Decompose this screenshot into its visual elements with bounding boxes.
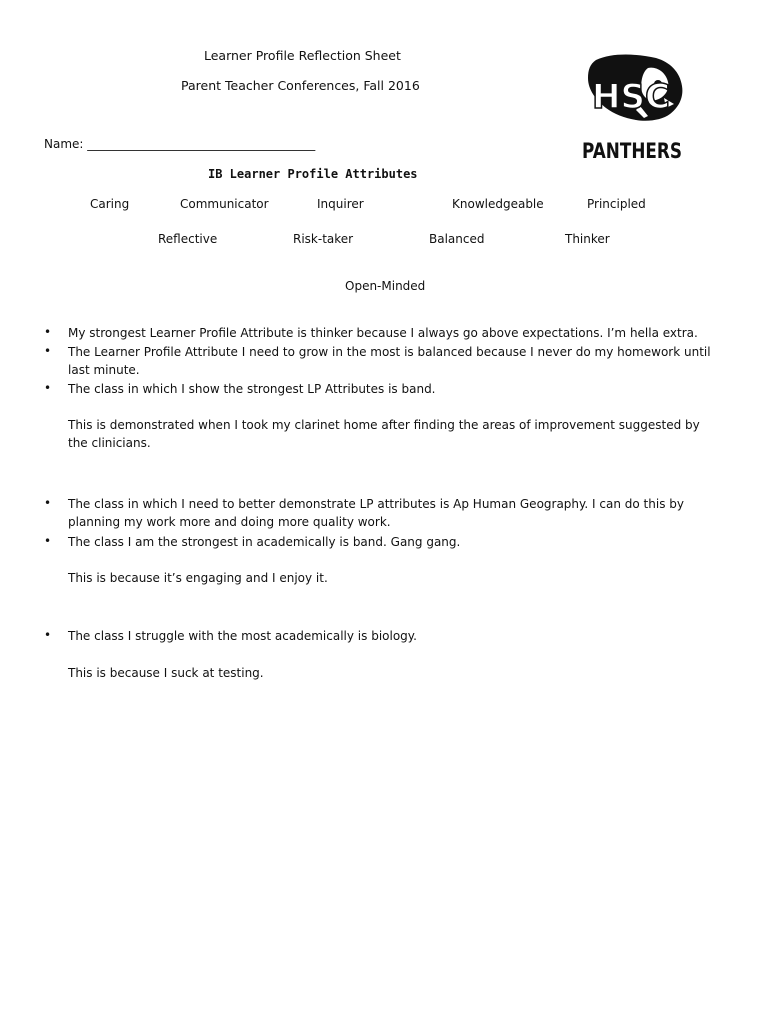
list-item: The Learner Profile Attribute I need to grow in the most is balanced because I never do my homework until last minute. bbox=[68, 345, 711, 377]
note-paragraph: This is demonstrated when I took my clarinet home after finding the areas of improvement suggested by the clinicians. bbox=[68, 418, 700, 450]
note-paragraph: This is because it’s engaging and I enjoy it. bbox=[68, 571, 328, 585]
attribute-knowledgeable: Knowledgeable bbox=[452, 197, 544, 211]
bullet-symbol: • bbox=[44, 628, 52, 642]
list-item: The class I struggle with the most academically is biology. bbox=[68, 629, 417, 643]
attribute-balanced: Balanced bbox=[429, 232, 485, 246]
document-subtitle: Parent Teacher Conferences, Fall 2016 bbox=[181, 78, 420, 93]
list-item: The class I am the strongest in academically is band. Gang gang. bbox=[68, 535, 461, 549]
bullet-symbol: • bbox=[44, 534, 52, 548]
logo-letters: HSC bbox=[592, 77, 670, 117]
attribute-thinker: Thinker bbox=[565, 232, 610, 246]
attributes-heading: IB Learner Profile Attributes bbox=[208, 167, 418, 181]
bullet-symbol: • bbox=[44, 381, 52, 395]
attribute-principled: Principled bbox=[587, 197, 646, 211]
bullet-symbol: • bbox=[44, 496, 52, 510]
bullet-symbol: • bbox=[44, 344, 52, 358]
list-item: My strongest Learner Profile Attribute is thinker because I always go above expectations. I’m hella extra. bbox=[68, 326, 698, 340]
document-title: Learner Profile Reflection Sheet bbox=[204, 48, 401, 63]
attribute-inquirer: Inquirer bbox=[317, 197, 364, 211]
attribute-risk-taker: Risk-taker bbox=[293, 232, 354, 246]
attribute-caring: Caring bbox=[90, 197, 130, 211]
attribute-communicator: Communicator bbox=[180, 197, 269, 211]
attribute-reflective: Reflective bbox=[158, 232, 218, 246]
logo-text: PANTHERS bbox=[582, 139, 682, 163]
list-item: The class in which I need to better demonstrate LP attributes is Ap Human Geography. I can do this by planning my work more and doing more quality work. bbox=[68, 497, 684, 529]
attribute-open-minded: Open-Minded bbox=[345, 279, 426, 293]
name-field: Name: ______________________________________ bbox=[44, 137, 316, 151]
bullet-symbol: • bbox=[44, 325, 52, 339]
panther-logo bbox=[578, 50, 690, 168]
list-item: The class in which I show the strongest LP Attributes is band. bbox=[68, 382, 436, 396]
note-paragraph: This is because I suck at testing. bbox=[68, 666, 264, 680]
